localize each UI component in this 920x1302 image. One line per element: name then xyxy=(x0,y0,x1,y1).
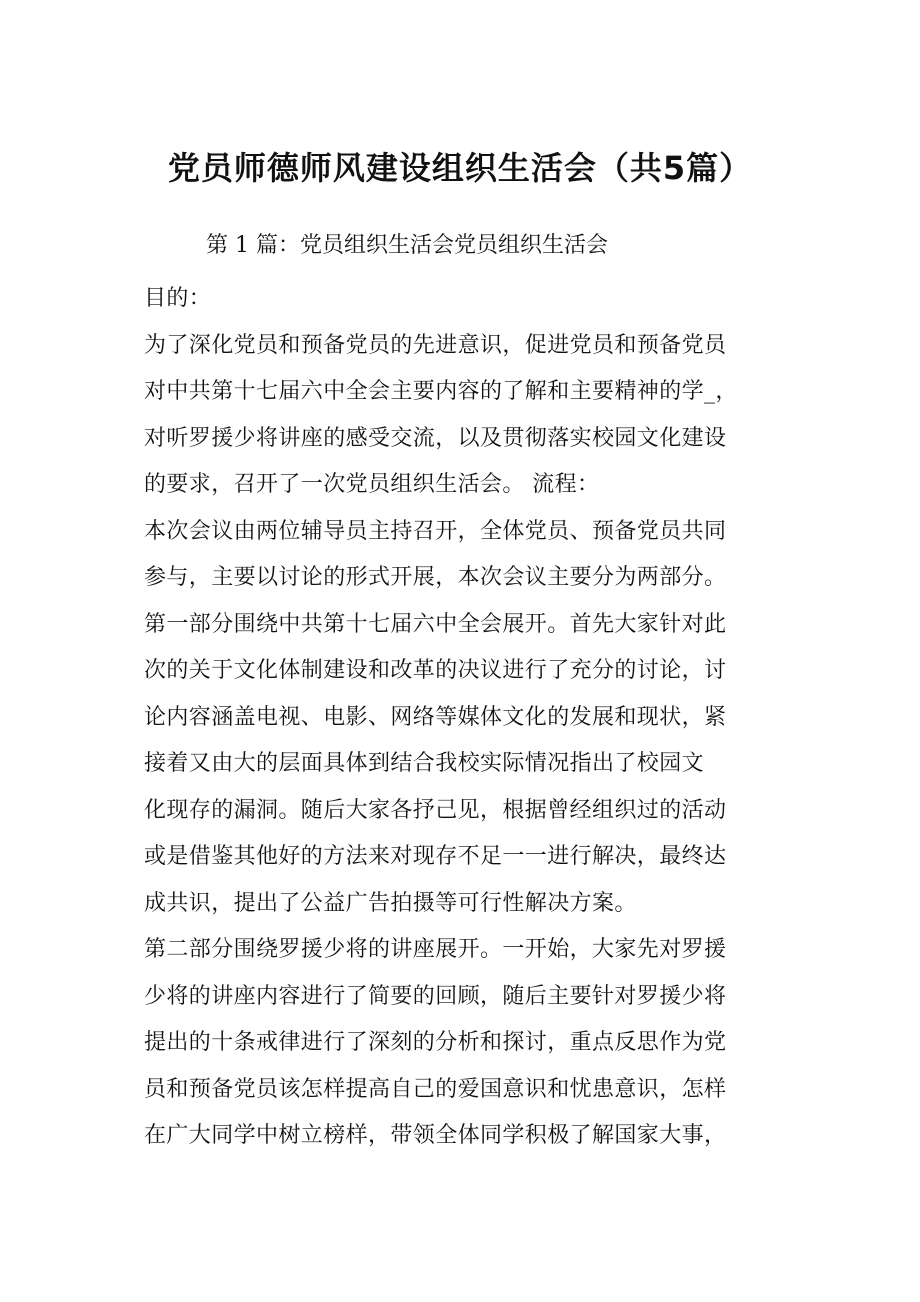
text-line: 提出的十条戒律进行了深刻的分析和探讨，重点反思作为党 xyxy=(144,1030,727,1055)
text-line: 次的关于文化体制建设和改革的决议进行了充分的讨论，讨 xyxy=(144,658,727,683)
section-heading: 第 1 篇：党员组织生活会党员组织生活会 xyxy=(206,233,608,258)
text-line: 第二部分围绕罗援少将的讲座展开。一开始，大家先对罗援 xyxy=(144,937,727,962)
text-line: 本次会议由两位辅导员主持召开，全体党员、预备党员共同 xyxy=(144,518,727,544)
text-line: 为了深化党员和预备党员的先进意识，促进党员和预备党员 xyxy=(144,332,727,358)
text-line: 在广大同学中树立榜样，带领全体同学积极了解国家大事， xyxy=(144,1123,727,1148)
text-line: 或是借鉴其他好的方法来对现存不足一一进行解决，最终达 xyxy=(144,844,727,869)
text-line: 参与，主要以讨论的形式开展，本次会议主要分为两部分。 xyxy=(144,565,727,590)
text-line: 对听罗援少将讲座的感受交流，以及贯彻落实校园文化建设 xyxy=(144,425,727,451)
text-line: 目的： xyxy=(144,286,212,311)
text-line: 接着又由大的层面具体到结合我校实际情况指出了校园文 xyxy=(144,751,705,776)
body-text xyxy=(144,276,804,1160)
text-line: 第一部分围绕中共第十七届六中全会展开。首先大家针对此 xyxy=(144,611,727,637)
text-line: 论内容涵盖电视、电影、网络等媒体文化的发展和现状，紧 xyxy=(144,704,727,730)
text-line: 少将的讲座内容进行了简要的回顾，随后主要针对罗援少将 xyxy=(144,983,727,1009)
text-line: 成共识，提出了公益广告拍摄等可行性解决方案。 xyxy=(144,890,637,916)
text-line: 化现存的漏洞。随后大家各抒己见，根据曾经组织过的活动 xyxy=(144,797,727,823)
document-title: 党员师德师风建设组织生活会（共5篇） xyxy=(167,149,753,187)
text-line: 的要求，召开了一次党员组织生活会。 流程： xyxy=(144,472,600,497)
text-line: 员和预备党员该怎样提高自己的爱国意识和忧患意识，怎样 xyxy=(144,1076,727,1102)
text-line: 对中共第十七届六中全会主要内容的了解和主要精神的学_， xyxy=(144,379,738,404)
